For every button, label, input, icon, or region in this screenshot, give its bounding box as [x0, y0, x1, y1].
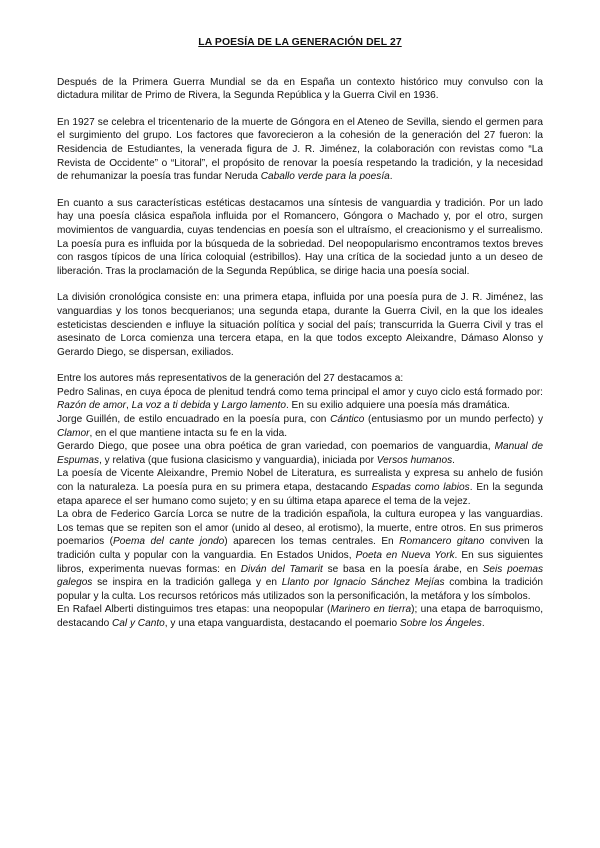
page-title: LA POESÍA DE LA GENERACIÓN DEL 27 [198, 37, 402, 48]
paragraph-diego: Gerardo Diego, que posee una obra poética de gran variedad, con poemarios de vanguardia, Manual de Espumas, y relativa (que fusiona clasicismo y vanguardia), iniciada por Versos humanos. [57, 441, 544, 466]
paragraph-aleixandre: La poesía de Vicente Aleixandre, Premio Nobel de Literatura, es surrealista y expresa su anhelo de fusión con la naturaleza. La poesía pura en su primera etapa, destacando Espadas como labios. En la segunda etapa aparece el ser humano como sujeto; y en su última etapa aparece el tema de la vejez. [57, 468, 544, 507]
paragraph-historical-context: Después de la Primera Guerra Mundial se da en España un contexto histórico muy convulso con la dictadura militar de Primo de Rivera, la Segunda República y la Guerra Civil en 1936. [57, 76, 543, 102]
paragraph-authors-intro: Entre los autores más representativos de la generación del 27 destacamos a: [57, 373, 404, 385]
paragraph-lorca: La obra de Federico García Lorca se nutre de la tradición española, la cultura europea y las vanguardias. Los temas que se repiten son el amor (unido al deseo, al erotismo), la muerte, entre otros. En sus primeros poemarios (Poema del cante jondo) aparecen los temas centrales. En Romancero gitano conviven la tradición culta y popular con la vanguardia. En Estados Unidos, Poeta en Nueva York. En sus siguientes libros, experimenta nuevas formas: en Diván del Tamarit se basa en la poesía árabe, en Seis poemas galegos se inspira en la tradición gallega y en Llanto por Ignacio Sánchez Mejías combina la tradición popular y la culta. Los recursos retóricos más utilizados son la personificación, la metáfora y los símbolos. [57, 509, 544, 602]
paragraph-aesthetics: En cuanto a sus características estéticas destacamos una síntesis de vanguardia y tradición. Por un lado hay una poesía clásica española influida por el Romancero, Góngora o Machado y, por el otro, surgen movimientos de vanguardia, cuyas tendencias en poesía son el ultraísmo, el creacionismo y el surrealismo. La poesía pura es influida por la búsqueda de la sobriedad. Del neopopularismo encontramos textos breves con rasgos típicos de una lírica coloquial (estribillos). Hay una crítica de la sociedad junto a un deseo de liberación. Tras la proclamación de la Segunda República, se dirige hacia una poesía social. [57, 197, 543, 277]
paragraph-chronology: La división cronológica consiste en: una primera etapa, influida por una poesía pura de J. R. Jiménez, las vanguardias y los tonos becquerianos; una segunda etapa, durante la Guerra Civil, en la que los ideales esteticistas descienden e influye la situación política y social del país; transcurrida la Guerra Civil y tras el asesinato de Lorca comienza una tercera etapa, en la que todos excepto Aleixandre, Dámaso Alonso y Gerardo Diego, se dispersan, exiliados. [57, 292, 543, 358]
paragraph-guillen: Jorge Guillén, de estilo encuadrado en la poesía pura, con Cántico (entusiasmo por un mundo perfecto) y Clamor, en el que mantiene intacta su fe en la vida. [57, 414, 543, 439]
paragraph-salinas: Pedro Salinas, en cuya época de plenitud tendrá como tema principal el amor y cuyo ciclo está formado por: Razón de amor, La voz a ti debida y Largo lamento. En su exilio adquiere una poesía más dramática. [57, 386, 543, 412]
paragraph-origins: En 1927 se celebra el tricentenario de la muerte de Góngora en el Ateneo de Sevilla, siendo el germen para el surgimiento del grupo. Los factores que favorecieron a la cohesión de la generación del 27 fueron: la Residencia de Estudiantes, la venerada figura de J. R. Jiménez, la colaboración con revistas como “La Revista de Occidente” o “Litoral”, el propósito de renovar la poesía respetando la tradición, y la necesidad de rehumanizar la poesía tras fundar Neruda Caballo verde para la poesía. [57, 116, 543, 183]
paragraph-alberti: En Rafael Alberti distinguimos tres etapas: una neopopular (Marinero en tierra); una etapa de barroquismo, destacando Cal y Canto, y una etapa vanguardista, destacando el poemario Sobre los Ángeles. [57, 604, 543, 629]
